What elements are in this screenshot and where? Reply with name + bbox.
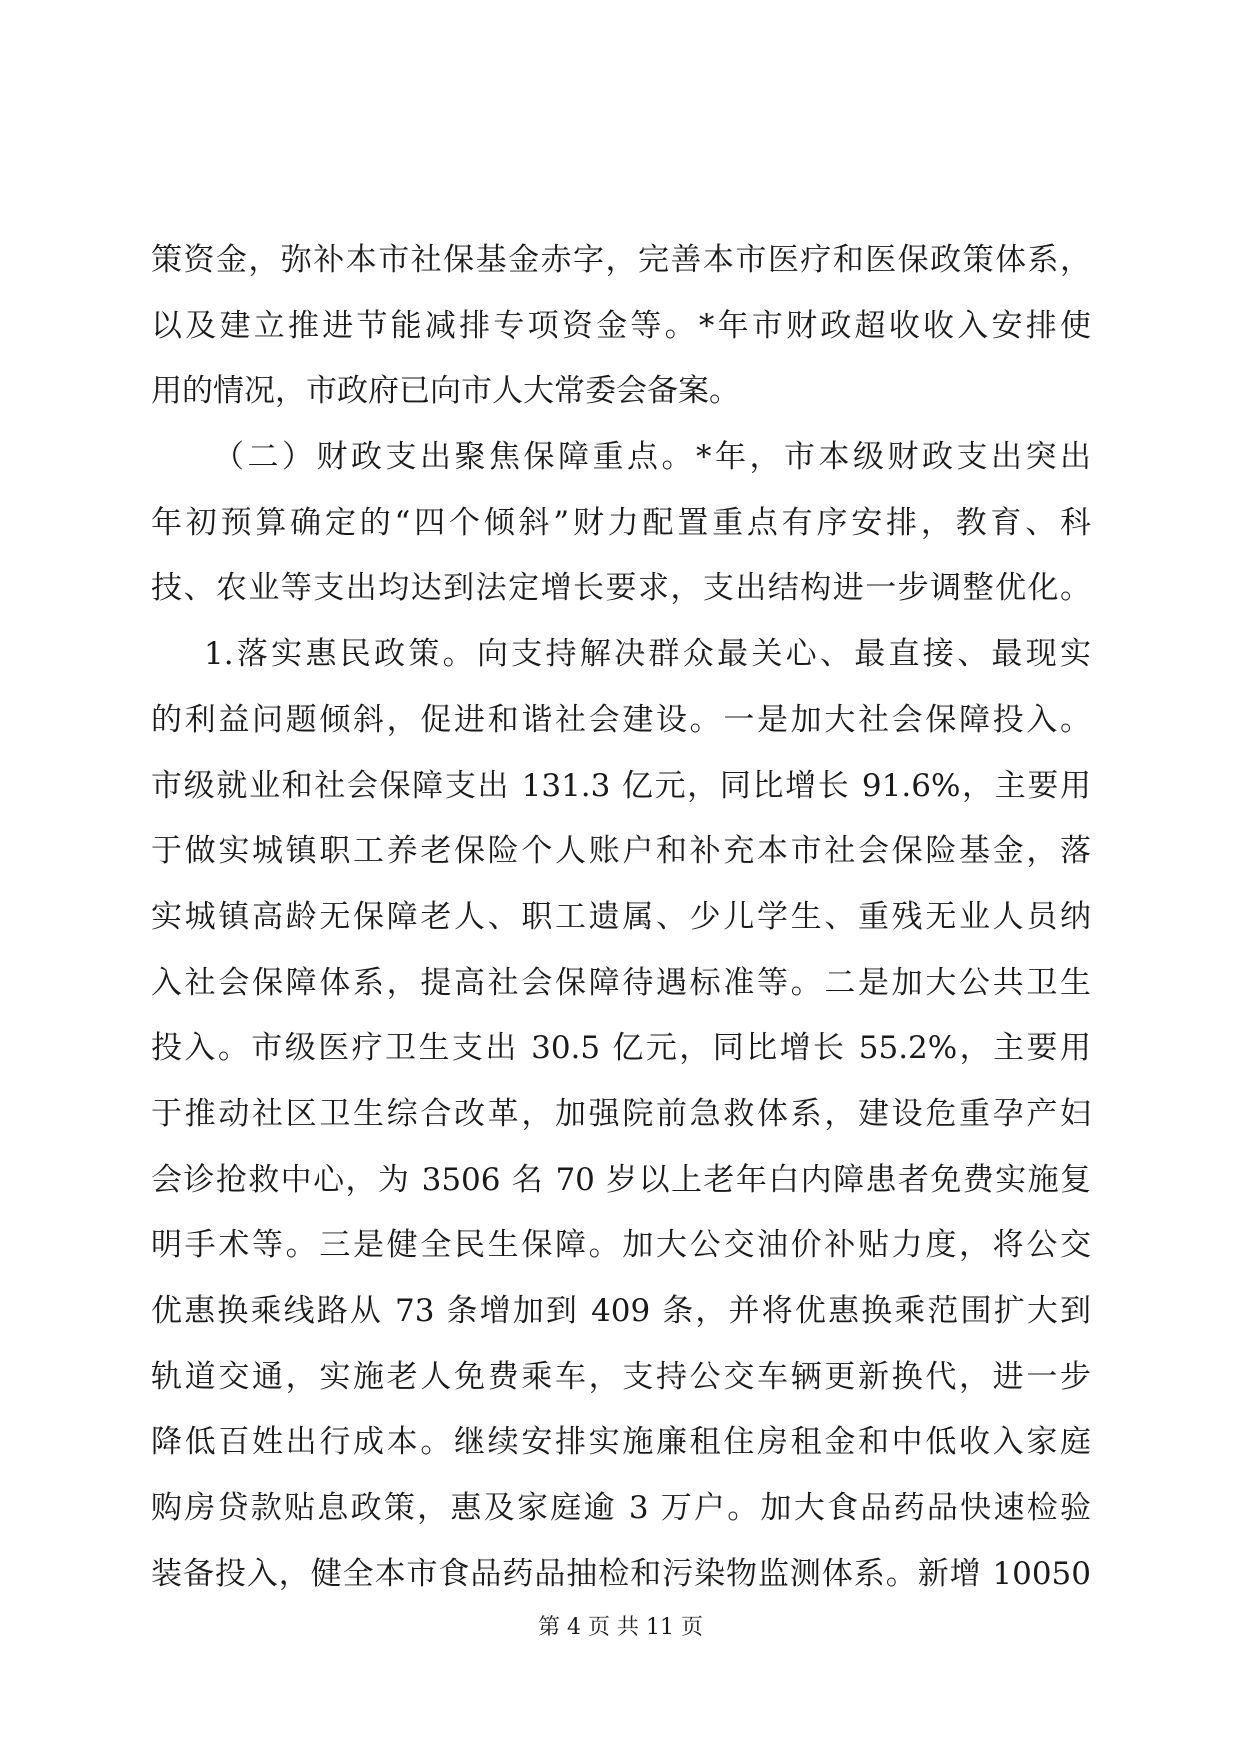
text-line: 于做实城镇职工养老保险个人账户和补充本市社会保险基金，落 [151, 833, 1091, 870]
text-line: 会诊抢救中心，为 3506 名 70 岁以上老年白内障患者免费实施复 [151, 1161, 1091, 1198]
text-line: 以及建立推进节能减排专项资金等。*年市财政超收收入安排使 [151, 307, 1091, 344]
text-line: 年初预算确定的“四个倾斜”财力配置重点有序安排，教育、科 [151, 504, 1091, 541]
text-line: （二）财政支出聚焦保障重点。*年，市本级财政支出突出 [213, 439, 1091, 476]
text-line: 用的情况，市政府已向市人大常委会备案。 [151, 373, 740, 410]
text-line: 市级就业和社会保障支出 131.3 亿元，同比增长 91.6%，主要用 [151, 767, 1091, 804]
text-line: 策资金，弥补本市社保基金赤字，完善本市医疗和医保政策体系， [151, 242, 1091, 278]
text-line: 1.落实惠民政策。向支持解决群众最关心、最直接、最现实 [204, 636, 1091, 673]
text-line: 购房贷款贴息政策，惠及家庭逾 3 万户。加大食品药品快速检验 [151, 1490, 1091, 1527]
text-line: 轨道交通，实施老人免费乘车，支持公交车辆更新换代，进一步 [151, 1358, 1091, 1395]
text-line: 的利益问题倾斜，促进和谐社会建设。一是加大社会保障投入。 [151, 701, 1091, 738]
text-line: 优惠换乘线路从 73 条增加到 409 条，并将优惠换乘范围扩大到 [151, 1293, 1091, 1329]
page-footer: 第 4 页 共 11 页 [538, 1615, 703, 1640]
body-text [151, 228, 1091, 1607]
text-line: 投入。市级医疗卫生支出 30.5 亿元，同比增长 55.2%，主要用 [151, 1030, 1091, 1067]
text-line: 明手术等。三是健全民生保障。加大公交油价补贴力度，将公交 [151, 1227, 1091, 1264]
text-line: 装备投入，健全本市食品药品抽检和污染物监测体系。新增 10050 [151, 1555, 1091, 1592]
text-line: 实城镇高龄无保障老人、职工遗属、少儿学生、重残无业人员纳 [151, 898, 1091, 935]
text-line: 入社会保障体系，提高社会保障待遇标准等。二是加大公共卫生 [151, 964, 1091, 1001]
text-line: 降低百姓出行成本。继续安排实施廉租住房租金和中低收入家庭 [151, 1424, 1091, 1461]
text-line: 于推动社区卫生综合改革，加强院前急救体系，建设危重孕产妇 [151, 1095, 1091, 1132]
text-line: 技、农业等支出均达到法定增长要求，支出结构进一步调整优化。 [151, 570, 1091, 607]
